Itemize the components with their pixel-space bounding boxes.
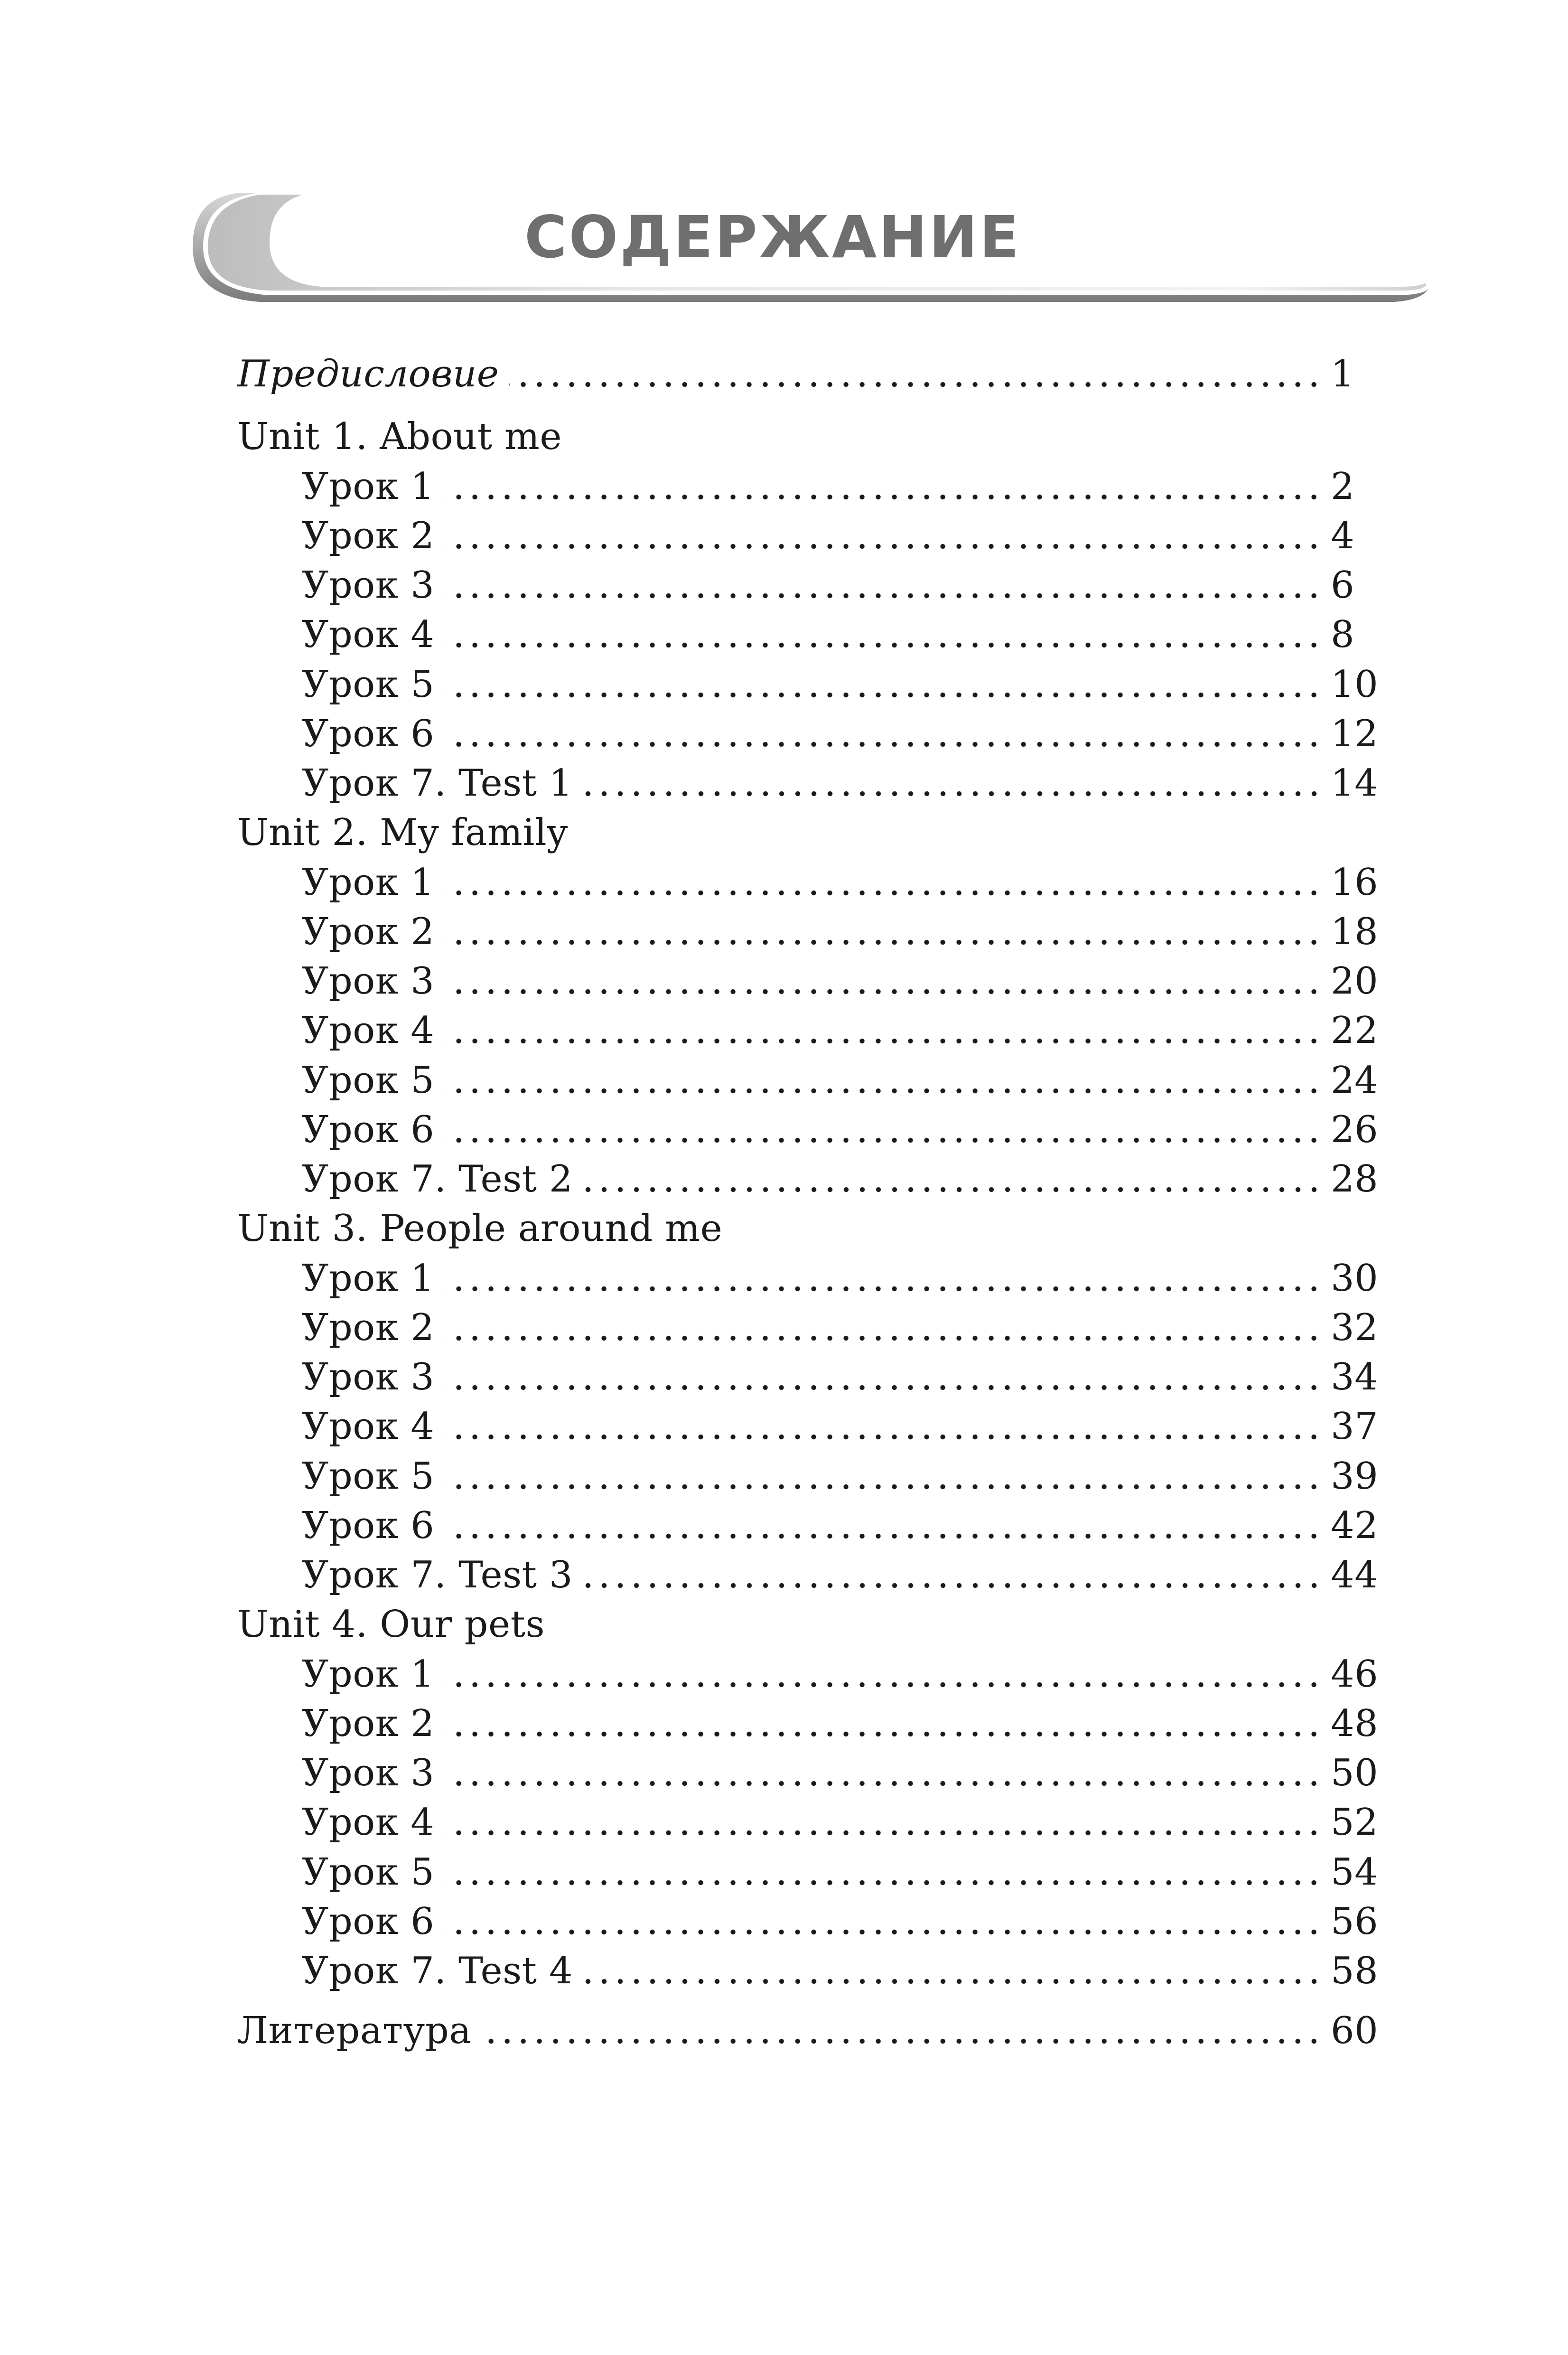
dot-leader [445,1699,1322,1748]
toc-entry-label: Урок 1 [302,465,435,508]
dot-leader [445,957,1322,1006]
toc-page-number: 60 [1331,2009,1379,2053]
toc-entry-label: Урок 6 [302,1900,435,1943]
toc-entry-label: Урок 6 [302,1504,435,1547]
toc-entry [237,1897,1379,1946]
toc-entry-label: Урок 2 [302,1702,435,1745]
toc-page-number: 2 [1331,465,1355,508]
toc-section-heading [237,808,1376,857]
dot-leader [583,759,1322,808]
toc-entry-label: Урок 3 [302,564,435,607]
toc-entry-label: Unit 4. Our pets [237,1603,545,1646]
toc-entry-label: Урок 6 [302,1108,435,1151]
toc-entry-label: Урок 4 [302,1801,435,1844]
toc-page-number: 14 [1331,762,1379,805]
toc-entry-label: Урок 7. Test 3 [302,1554,573,1596]
dot-leader [445,907,1322,957]
toc-entry [237,1848,1379,1897]
toc-entry-label: Урок 2 [302,1306,435,1349]
toc-entry [237,1352,1379,1402]
toc-page-number: 48 [1331,1702,1379,1745]
dot-leader [445,511,1322,561]
toc-entry [237,1402,1379,1451]
toc-entry-label: Урок 6 [302,712,435,755]
toc-page-number: 22 [1331,1009,1379,1052]
toc-entry-label: Урок 7. Test 1 [302,762,573,805]
toc-section-heading [237,412,1376,461]
toc-section-heading [237,1600,1376,1649]
toc-entry-label: Урок 1 [302,1257,435,1300]
toc-page-number: 8 [1331,613,1355,657]
toc-entry [237,1798,1379,1847]
toc-entry-label: Урок 5 [302,1454,435,1498]
page-title: СОДЕРЖАНИЕ [524,204,1021,271]
toc-entry [237,957,1379,1006]
toc-page-number: 16 [1331,861,1379,904]
dot-leader [445,1897,1322,1946]
title-banner [189,190,1428,304]
toc-page-number: 34 [1331,1356,1379,1398]
dot-leader [445,709,1322,759]
toc-entry [237,858,1379,907]
toc-entry [237,1748,1379,1798]
dot-leader [583,1946,1322,1996]
dot-leader [445,561,1322,610]
toc-entry [237,561,1376,610]
dot-leader [445,1006,1322,1055]
toc-entry-label: Unit 3. People around me [237,1207,723,1250]
dot-leader [583,1154,1322,1204]
toc-entry [237,1501,1379,1550]
dot-leader [445,1798,1322,1847]
toc-page-number: 32 [1331,1306,1379,1349]
dot-leader [583,1550,1322,1600]
toc-entry [237,709,1379,759]
toc-page-number: 28 [1331,1158,1379,1201]
dot-leader [445,1105,1322,1154]
toc-entry-label: Урок 7. Test 2 [302,1158,573,1201]
toc-entry [237,1946,1379,1996]
toc-page-number: 58 [1331,1950,1379,1992]
toc-page-number: 56 [1331,1900,1379,1943]
toc-entry [237,1006,1379,1055]
toc-page-number: 1 [1331,353,1355,395]
toc-entry-label: Урок 4 [302,613,435,657]
dot-leader [445,1452,1322,1501]
dot-leader [445,1056,1322,1105]
toc-page-number: 20 [1331,960,1379,1003]
toc-page-number: 26 [1331,1108,1379,1151]
toc-entry [237,1303,1379,1352]
dot-leader [445,462,1322,511]
dot-leader [445,1650,1322,1699]
dot-leader [445,1352,1322,1402]
dot-leader [482,2006,1322,2055]
dot-leader [445,1254,1322,1303]
dot-leader [509,349,1322,399]
dot-leader [445,610,1322,659]
toc-entry-label: Урок 4 [302,1405,435,1448]
toc-page-number: 4 [1331,514,1355,557]
toc-entry-label: Урок 5 [302,663,435,706]
toc-entry-label: Урок 5 [302,1850,435,1894]
toc-entry-label: Урок 3 [302,960,435,1003]
toc-page-number: 52 [1331,1801,1379,1844]
toc-entry-label: Урок 1 [302,1652,435,1696]
dot-leader [445,1501,1322,1550]
toc-entry-label: Предисловие [237,353,499,395]
dot-leader [445,1748,1322,1798]
dot-leader [445,1848,1322,1897]
toc-page-number: 12 [1331,712,1379,755]
toc-page-number: 10 [1331,663,1379,706]
dot-leader [445,1402,1322,1451]
toc-page-number: 39 [1331,1454,1379,1498]
toc-entry-label: Unit 1. About me [237,415,562,459]
toc-entry-label: Урок 3 [302,1356,435,1398]
toc-entry [237,2006,1379,2055]
toc-entry [237,660,1379,709]
toc-entry-label: Литература [237,2009,472,2053]
toc-page-number: 37 [1331,1405,1379,1448]
toc-page-number: 54 [1331,1850,1379,1894]
toc-entry [237,1550,1379,1600]
toc-entry [237,759,1379,808]
toc-page-number: 44 [1331,1554,1379,1596]
toc-entry [237,907,1379,957]
dot-leader [445,1303,1322,1352]
toc-entry-label: Урок 4 [302,1009,435,1052]
toc-entry-label: Урок 2 [302,514,435,557]
toc-page-number: 6 [1331,564,1355,607]
toc-entry [237,511,1376,561]
toc-entry-label: Урок 1 [302,861,435,904]
toc-entry-label: Unit 2. My family [237,811,568,854]
toc-entry [237,349,1376,399]
toc-entry [237,1699,1379,1748]
toc-entry [237,1452,1379,1501]
dot-leader [445,660,1322,709]
toc-page-number: 42 [1331,1504,1379,1547]
toc-entry-label: Урок 7. Test 4 [302,1950,573,1992]
toc-entry [237,1650,1379,1699]
toc-entry [237,1154,1379,1204]
toc-section-heading [237,1204,1376,1253]
toc-page-number: 50 [1331,1752,1379,1794]
toc-entry-label: Урок 5 [302,1059,435,1102]
toc-page-number: 30 [1331,1257,1379,1300]
toc-entry [237,1254,1379,1303]
toc-page-number: 24 [1331,1059,1379,1102]
toc-entry-label: Урок 3 [302,1752,435,1794]
toc-page-number: 46 [1331,1652,1379,1696]
toc-entry [237,610,1376,659]
toc-entry [237,1105,1379,1154]
toc-entry [237,462,1376,511]
toc-entry-label: Урок 2 [302,910,435,953]
dot-leader [445,858,1322,907]
toc-page-number: 18 [1331,910,1379,953]
toc-entry [237,1056,1379,1105]
